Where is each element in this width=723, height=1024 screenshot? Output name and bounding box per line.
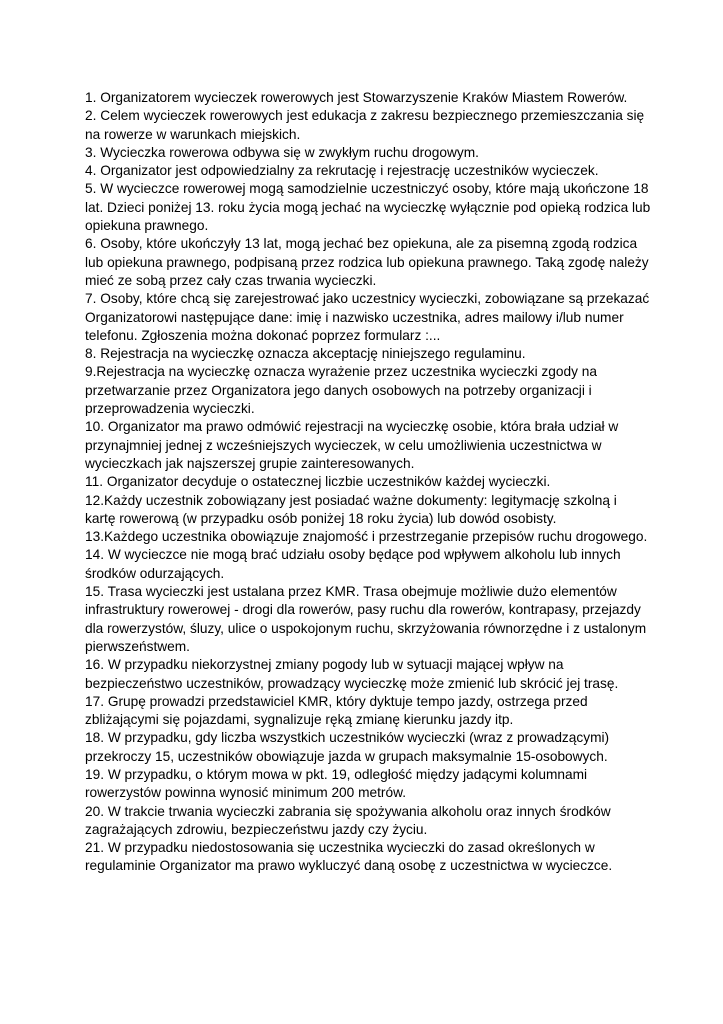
- regulation-item-21: 21. W przypadku niedostosowania się uczestnika wycieczki do zasad określonych w regulaminie Organizator ma prawo wykluczyć daną osobę z uczestnictwa w wycieczce.: [85, 840, 613, 874]
- regulation-item-2: 2. Celem wycieczek rowerowych jest edukacja z zakresu bezpiecznego przemieszczania się na rowerze w warunkach miejskich.: [85, 108, 645, 142]
- regulation-item-17: 17. Grupę prowadzi przedstawiciel KMR, który dyktuje tempo jazdy, ostrzega przed zbliżającymi się pojazdami, sygnalizuje ręką zmianę kierunku jazdy itp.: [85, 693, 588, 728]
- regulation-item-4: 4. Organizator jest odpowiedzialny za rekrutację i rejestrację uczestników wycieczek.: [85, 163, 599, 179]
- regulation-item-3: 3. Wycieczka rowerowa odbywa się w zwykłym ruchu drogowym.: [85, 144, 479, 160]
- regulation-item-6: 6. Osoby, które ukończyły 13 lat, mogą jechać bez opiekuna, ale za pisemną zgodą rodzica lub opiekuna prawnego, podpisaną przez rodzica lub opiekuna prawnego. Taką zgodę należy mieć ze sobą przez cały czas trwania wycieczki.: [85, 236, 649, 288]
- regulation-item-19: 19. W przypadku, o którym mowa w pkt. 19, odległość między jadącymi kolumnami rowerzystów powinna wynosić minimum 200 metrów.: [85, 766, 588, 801]
- document-text-block: [85, 89, 651, 876]
- regulation-item-10: 10. Organizator ma prawo odmówić rejestracji na wycieczkę osobie, która brała udział w przynajmniej jednej z wcześniejszych wycieczek, w celu umożliwienia uczestnictwa w wycieczkach jak najszerszej grupie zainteresowanych.: [85, 419, 619, 471]
- regulation-item-16: 16. W przypadku niekorzystnej zmiany pogody lub w sytuacji mającej wpływ na bezpieczeństwo uczestników, prowadzący wycieczkę może zmienić lub skrócić jej trasę.: [85, 657, 619, 691]
- regulation-item-11: 11. Organizator decyduje o ostatecznej liczbie uczestników każdej wycieczki.: [85, 474, 551, 490]
- regulation-item-14: 14. W wycieczce nie mogą brać udziału osoby będące pod wpływem alkoholu lub innych środków odurzających.: [85, 547, 621, 581]
- regulation-item-1: 1. Organizatorem wycieczek rowerowych jest Stowarzyszenie Kraków Miastem Rowerów.: [85, 90, 628, 105]
- regulation-item-8: 8. Rejestracja na wycieczkę oznacza akceptację niniejszego regulaminu.: [85, 346, 526, 362]
- regulation-item-15: 15. Trasa wycieczki jest ustalana przez KMR. Trasa obejmuje możliwie dużo elementów infrastruktury rowerowej - drogi dla rowerów, pasy ruchu dla rowerów, kontrapasy, przejazdy dla rowerzystów, śluzy, ulice o uspokojonym ruchu, skrzyżowania równorzędne i z ustalonym pierwszeństwem.: [85, 584, 647, 654]
- regulation-item-12: 12.Każdy uczestnik zobowiązany jest posiadać ważne dokumenty: legitymację szkolną i kartę rowerową (w przypadku osób poniżej 18 roku życia) lub dowód osobisty.: [85, 492, 617, 526]
- regulation-item-5: 5. W wycieczce rowerowej mogą samodzielnie uczestniczyć osoby, które mają ukończone 18 lat. Dzieci poniżej 13. roku życia mogą jechać na wycieczkę wyłącznie pod opieką rodzica lub opiekuna prawnego.: [85, 181, 651, 234]
- regulation-item-13: 13.Każdego uczestnika obowiązuje znajomość i przestrzeganie przepisów ruchu drogowego.: [85, 529, 648, 545]
- regulation-item-20: 20. W trakcie trwania wycieczki zabrania się spożywania alkoholu oraz innych środków zagrażających zdrowiu, bezpieczeństwu jazdy czy życiu.: [85, 803, 611, 837]
- regulation-item-9: 9.Rejestracja na wycieczkę oznacza wyrażenie przez uczestnika wycieczki zgody na przetwarzanie przez Organizatora jego danych osobowych na potrzeby organizacji i przeprowadzenia wycieczki.: [85, 364, 597, 417]
- regulation-item-18: 18. W przypadku, gdy liczba wszystkich uczestników wycieczki (wraz z prowadzącymi) przekroczy 15, uczestników obowiązuje jazda w grupach maksymalnie 15-osobowych.: [85, 730, 610, 764]
- regulation-item-7: 7. Osoby, które chcą się zarejestrować jako uczestnicy wycieczki, zobowiązane są przekazać Organizatorowi następujące dane: imię i nazwisko uczestnika, adres mailowy i/lub numer telefonu. Zgłoszenia można dokonać poprzez formularz :...: [85, 291, 650, 343]
